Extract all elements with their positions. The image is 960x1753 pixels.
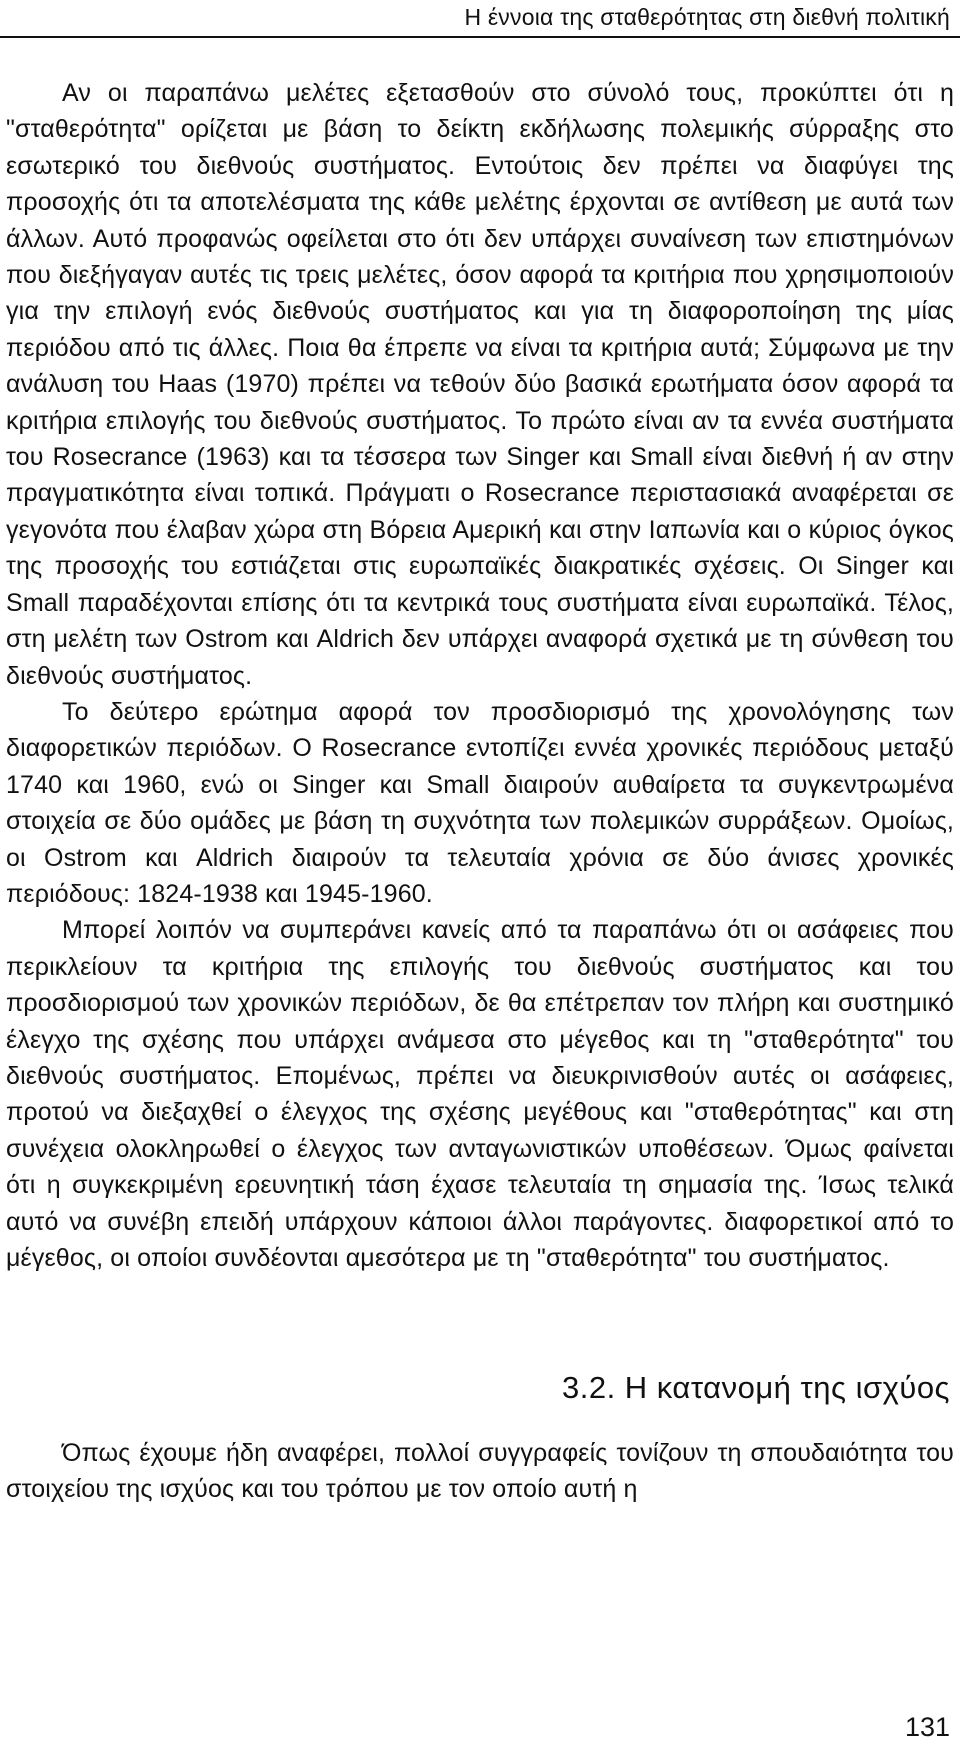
paragraph: Αν οι παραπάνω μελέτες εξετασθούν στο σύνολό τους, προκύπτει ότι η "σταθερότητα" ορίζεται με βάση το δείκτη εκδήλωσης πολεμικής σύρραξης στο εσωτερικό του διεθνούς συστήματος. Εντούτοις δεν πρέπει να διαφύγει της προσοχής ότι τα αποτελέσματα της κάθε μελέτης έρχονται σε αντίθεση με αυτά των άλλων. Αυτό προφανώς οφείλεται στο ότι δεν υπάρχει συναίνεση των επιστημόνων που διεξήγαγαν αυτές τις τρεις μελέτες, όσον αφορά τα κριτήρια που χρησιμοποιούν για την επιλογή ενός διεθνούς συστήματος και για τη διαφοροποίηση της μίας περιόδου από τις άλλες. Ποια θα έπρεπε να είναι τα κριτήρια αυτά; Σύμφωνα με την ανάλυση του Haas (1970) πρέπει να τεθούν δύο βασικά ερωτήματα όσον αφορά τα κριτήρια επιλογής του διεθνούς συστήματος. Το πρώτο είναι αν τα εννέα συστήματα του Rosecrance (1963) και τα τέσσερα των Singer και Small είναι διεθνή ή αν στην πραγματικότητα είναι τοπικά. Πράγματι ο Rosecrance περιστασιακά αναφέρεται σε γεγονότα που έλαβαν χώρα στη Βόρεια Αμερική και στην Ιαπωνία και ο κύριος όγκος της προσοχής του εστιάζεται στις ευρωπαϊκές διακρατικές σχέσεις. Οι Singer και Small παραδέχονται επίσης ότι τα κεντρικά τους συστήματα είναι ευρωπαϊκά. Τέλος, στη μελέτη των Ostrom και Aldrich δεν υπάρχει αναφορά σχετικά με τη σύνθεση του διεθνούς συστήματος. — [6, 79, 954, 690]
section-paragraph: Όπως έχουμε ήδη αναφέρει, πολλοί συγγραφείς τονίζουν τη σπουδαιότητα του στοιχείου της ισχύος και του τρόπου με τον οποίο αυτή η — [6, 1439, 954, 1504]
paragraph: Μπορεί λοιπόν να συμπεράνει κανείς από τα παραπάνω ότι οι ασάφειες που περικλείουν τα κριτήρια της επιλογής του διεθνούς συστήματος και του προσδιορισμού των χρονικών περιόδων, δε θα επέτρεπαν τον πλήρη και συστημικό έλεγχο της σχέσης που υπάρχει ανάμεσα στο μέγεθος και τη "σταθερότητα" του διεθνούς συστήματος. Επομένως, πρέπει να διευκρινισθούν αυτές οι ασάφειες, προτού να διεξαχθεί ο έλεγχος της σχέσης μεγέθους και "σταθερότητας" και στη συνέχεια ολοκληρωθεί ο έλεγχος των ανταγωνιστικών υποθέσεων. Όμως φαίνεται ότι η συγκεκριμένη ερευνητική τάση έχασε τελευταία τη σημασία της. Ίσως τελικά αυτό να συνέβη επειδή υπάρχουν κάποιοι άλλοι παράγοντες. διαφορετικοί από το μέγεθος, οι οποίοι συνδέονται αμεσότερα με τη "σταθερότητα" του συστήματος. — [6, 916, 954, 1272]
page-number: 131 — [904, 1712, 950, 1742]
section-heading: 3.2. Η κατανομή της ισχύος — [561, 1370, 950, 1405]
running-header — [0, 0, 960, 40]
header-rule — [0, 36, 960, 38]
paragraph: Το δεύτερο ερώτημα αφορά τον προσδιορισμό της χρονολόγησης των διαφορετικών περιόδων. Ο Rosecrance εντοπίζει εννέα χρονικές περιόδους μεταξύ 1740 και 1960, ενώ οι Singer και Small διαιρούν αυθαίρετα τα συγκεντρωμένα στοιχεία σε δύο ομάδες με βάση τη συχνότητα των πολεμικών συρράξεων. Ομοίως, οι Ostrom και Aldrich διαιρούν τα τελευταία χρόνια σε δύο άνισες χρονικές περιόδους: 1824-1938 και 1945-1960. — [6, 697, 954, 908]
running-title: Η έννοια της σταθερότητας στη διεθνή πολιτική — [464, 4, 950, 30]
main-text — [6, 75, 954, 1276]
